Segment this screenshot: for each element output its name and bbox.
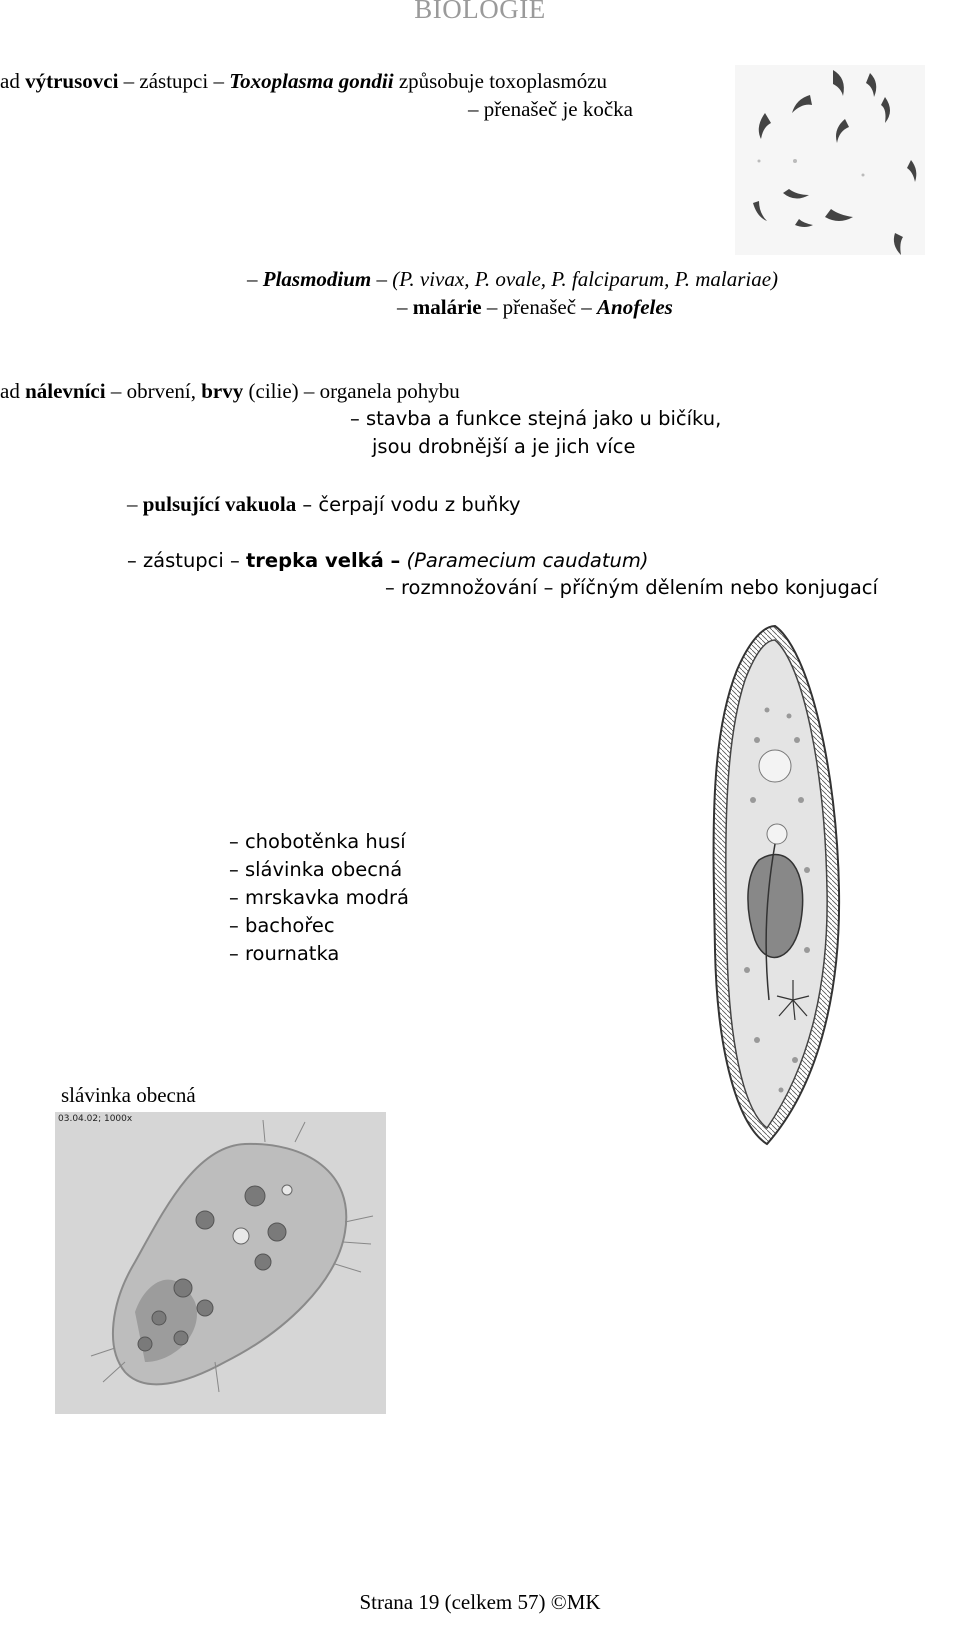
list-item: – rournatka <box>229 942 340 965</box>
stylonychia-photo <box>55 1112 386 1414</box>
malaria-term: malárie <box>412 295 482 319</box>
paramecium-image <box>697 620 847 1150</box>
vakuola-line: – pulsující vakuola – čerpají vodu z buňky <box>127 492 521 516</box>
zastupci-line: – zástupci – trepka velká – (Paramecium caudatum) <box>127 549 649 572</box>
toxoplasma-carrier: – přenašeč je kočka <box>468 97 633 121</box>
vakuola-term: pulsující vakuola <box>142 492 297 516</box>
nalevnici-term: nálevníci <box>25 379 106 403</box>
brvy-term: brvy <box>201 379 244 403</box>
nalevnici-size-line: jsou drobnější a je jich více <box>372 435 636 458</box>
page-footer: Strana 19 (celkem 57) ©MK <box>359 1590 601 1614</box>
list-item: – bachořec <box>229 914 335 937</box>
stylonychia-illustration <box>55 1112 386 1414</box>
nalevnici-structure-line: – stavba a funkce stejná jako u bičíku, <box>350 407 722 430</box>
vytrusovci-term: výtrusovci <box>25 69 119 93</box>
list-item: – chobotěnka husí <box>229 830 406 853</box>
list-item: – slávinka obecná <box>229 858 403 881</box>
paramecium-illustration <box>697 620 847 1150</box>
list-item: – mrskavka modrá <box>229 886 409 909</box>
photo-caption: slávinka obecná <box>61 1083 196 1107</box>
page-header: BIOLOGIE <box>414 0 546 24</box>
photo-stamp: 03.04.02; 1000x <box>58 1114 133 1124</box>
malaria-line: – malárie – přenašeč – Anofeles <box>397 295 673 319</box>
toxoplasma-name: Toxoplasma gondii <box>229 69 394 93</box>
plasmodium-name: Plasmodium <box>262 267 372 291</box>
vytrusovci-line: ad výtrusovci – zástupci – Toxoplasma gondii způsobuje toxoplasmózu <box>0 69 608 93</box>
toxoplasma-image <box>735 65 925 255</box>
trepka-name: trepka velká – <box>245 549 401 572</box>
nalevnici-line: ad nálevníci – obrvení, brvy (cilie) – organela pohybu <box>0 379 460 403</box>
rozmnozovani-line: – rozmnožování – příčným dělením nebo konjugací <box>385 576 878 599</box>
toxoplasma-illustration <box>735 65 925 255</box>
anofeles-name: Anofeles <box>597 295 673 319</box>
plasmodium-line: – Plasmodium – (P. vivax, P. ovale, P. falciparum, P. malariae) <box>247 267 779 291</box>
